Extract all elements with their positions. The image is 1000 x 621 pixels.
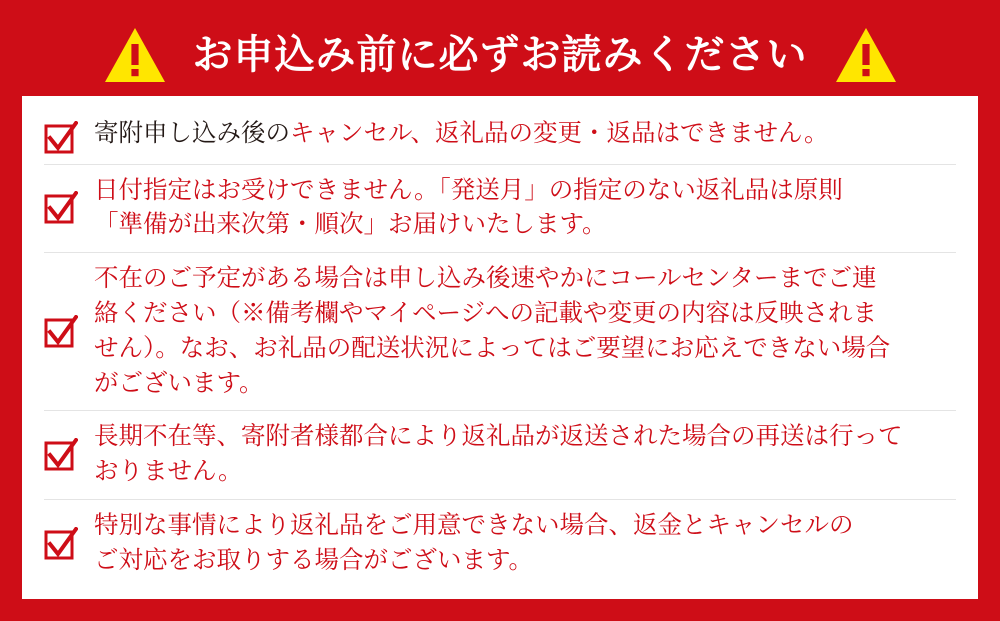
- page-title: お申込み前に必ずお読みください: [192, 33, 808, 77]
- warning-triangle-icon: [834, 26, 898, 84]
- notice-item: [44, 165, 956, 254]
- notice-item-line: [94, 367, 890, 402]
- notice-item-text: [94, 117, 829, 152]
- notice-text-segment: おりません。: [94, 458, 243, 486]
- checkbox-checked-icon: [44, 315, 78, 349]
- notice-item: [44, 411, 956, 500]
- checkbox-checked-icon: [44, 438, 78, 472]
- notice-item-text: [94, 509, 854, 579]
- notice-item-line: [94, 174, 843, 209]
- notice-item-text: [94, 262, 890, 401]
- notice-item: [44, 108, 956, 165]
- notice-item-line: [94, 208, 843, 243]
- notice-text-segment: 日付指定はお受けできません。「発送月」の指定のない返礼品は原則: [94, 176, 843, 204]
- notice-item-line: [94, 297, 890, 332]
- notice-item-line: [94, 509, 854, 544]
- notice-item-line: [94, 117, 829, 152]
- notice-item-text: [94, 174, 843, 244]
- notice-item-line: [94, 455, 903, 490]
- notice-text-segment: 絡ください（※備考欄やマイページへの記載や変更の内容は反映されま: [94, 299, 878, 327]
- notice-text-segment: 寄附申し込み後の: [94, 119, 290, 147]
- notice-text-segment: 不在のご予定がある場合は申し込み後速やかにコールセンターまでご連: [94, 265, 877, 293]
- checkbox-checked-icon: [44, 121, 78, 155]
- notice-text-segment: 特別な事情により返礼品をご用意できない場合、返金とキャンセルの: [94, 511, 854, 539]
- notice-list: [22, 96, 978, 599]
- notice-text-segment: 長期不在等、寄附者様都合により返礼品が返送された場合の再送は行って: [94, 423, 903, 451]
- notice-item: [44, 253, 956, 411]
- notice-item-line: [94, 332, 890, 367]
- notice-item-text: [94, 420, 903, 490]
- checkbox-checked-icon: [44, 527, 78, 561]
- notice-text-segment: せん）。なお、お礼品の配送状況によってはご要望にお応えできない場合: [94, 334, 891, 362]
- notice-text-segment: がございます。: [94, 369, 264, 397]
- notice-item: [44, 500, 956, 588]
- notice-item-line: [94, 544, 854, 579]
- notice-text-segment: キャンセル、返礼品の変更・返品はできません。: [290, 119, 829, 147]
- warning-triangle-icon: [103, 26, 167, 84]
- notice-item-line: [94, 262, 890, 297]
- notice-item-line: [94, 420, 903, 455]
- notice-header: [22, 14, 978, 96]
- checkbox-checked-icon: [44, 191, 78, 225]
- notice-text-segment: 「準備が出来次第・順次」お届けいたします。: [94, 211, 607, 239]
- notice-text-segment: ご対応をお取りする場合がございます。: [94, 546, 534, 574]
